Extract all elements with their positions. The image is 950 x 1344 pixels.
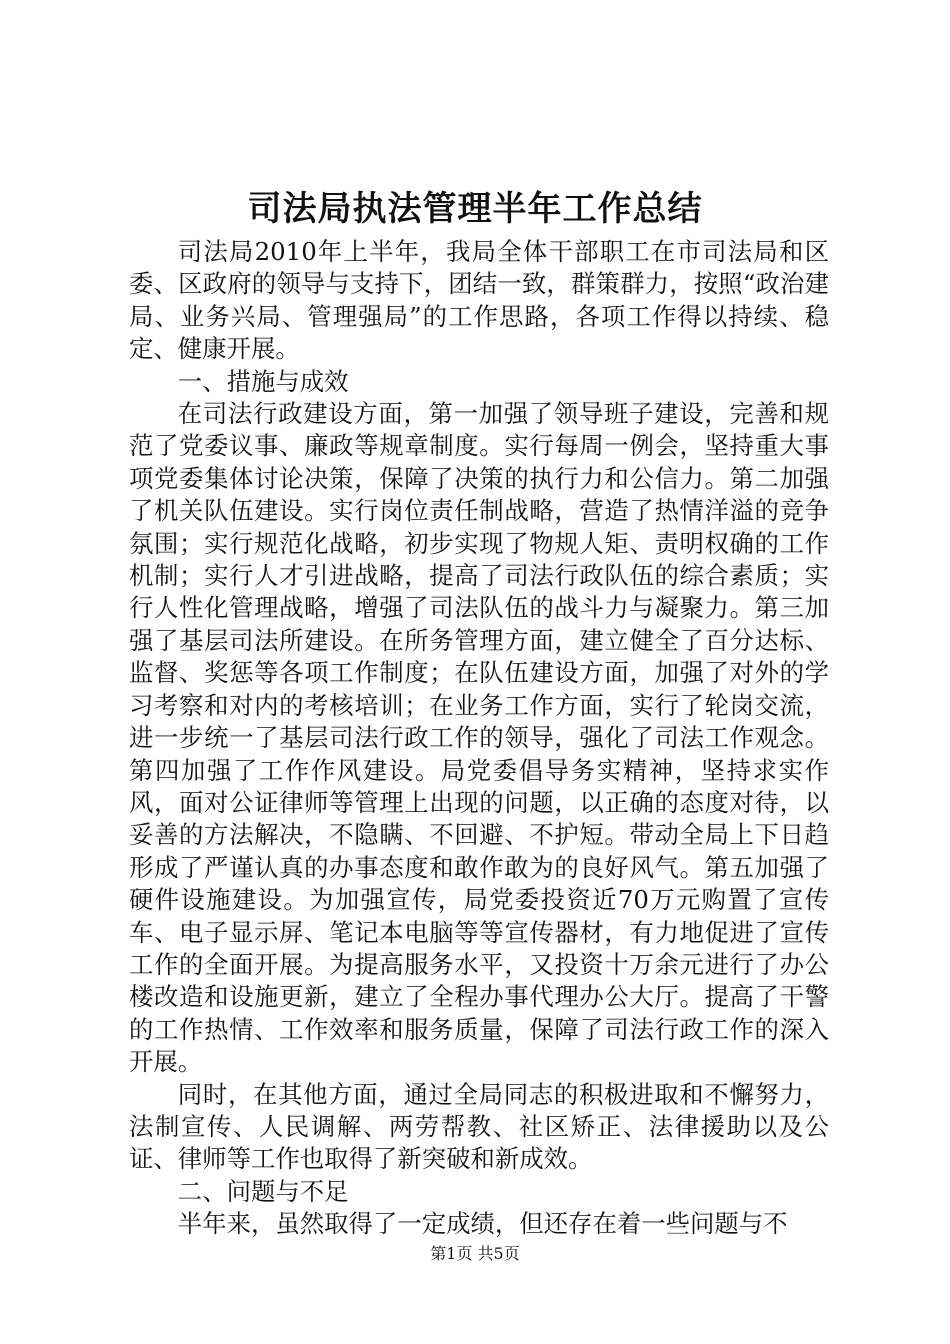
page-number-footer: 第1页 共5页	[430, 1244, 520, 1263]
problems-paragraph: 半年来，虽然取得了一定成绩，但还存在着一些问题与不	[177, 1209, 788, 1239]
measures-paragraph: 在司法行政建设方面，第一加强了领导班子建设，完善和规范了党委议事、廉政等规章制度。实行每周一例会，坚持重大事项党委集体讨论决策，保障了决策的执行力和公信力。第二加强了机关队伍建设。实行岗位责任制战略，营造了热情洋溢的竞争氛围；实行规范化战略，初步实现了物规人矩、责明权确的工作机制；实行人才引进战略，提高了司法行政队伍的综合素质；实行人性化管理战略，增强了司法队伍的战斗力与凝聚力。第三加强了基层司法所建设。在所务管理方面，建立健全了百分达标、监督、奖惩等各项工作制度；在队伍建设方面，加强了对外的学习考察和对内的考核培训；在业务工作方面，实行了轮岗交流，进一步统一了基层司法行政工作的领导，强化了司法工作观念。第四加强了工作作风建设。局党委倡导务实精神，坚持求实作风，面对公证律师等管理上出现的问题，以正确的态度对待，以妥善的方法解决，不隐瞒、不回避、不护短。带动全局上下日趋形成了严谨认真的办事态度和敢作敢为的良好风气。第五加强了硬件设施建设。为加强宣传，局党委投资近70万元购置了宣传车、电子显示屏、笔记本电脑等等宣传器材，有力地促进了宣传工作的全面开展。为提高服务水平，又投资十万余元进行了办公楼改造和设施更新，建立了全程办事代理办公大厅。提高了干警的工作热情、工作效率和服务质量，保障了司法行政工作的深入开展。	[129, 399, 829, 1077]
document-body	[129, 236, 829, 1241]
other-achievements-paragraph: 同时，在其他方面，通过全局同志的积极进取和不懈努力，法制宣传、人民调解、两劳帮教、社区矫正、法律援助以及公证、律师等工作也取得了新突破和新成效。	[129, 1079, 829, 1174]
document-title: 司法局执法管理半年工作总结	[247, 189, 703, 229]
intro-paragraph: 司法局2010年上半年，我局全体干部职工在市司法局和区委、区政府的领导与支持下，团结一致，群策群力，按照“政治建局、业务兴局、管理强局”的工作思路，各项工作得以持续、稳定、健康开展。	[129, 237, 829, 364]
section-heading-measures: 一、措施与成效	[177, 366, 349, 396]
section-heading-problems: 二、问题与不足	[177, 1176, 349, 1206]
